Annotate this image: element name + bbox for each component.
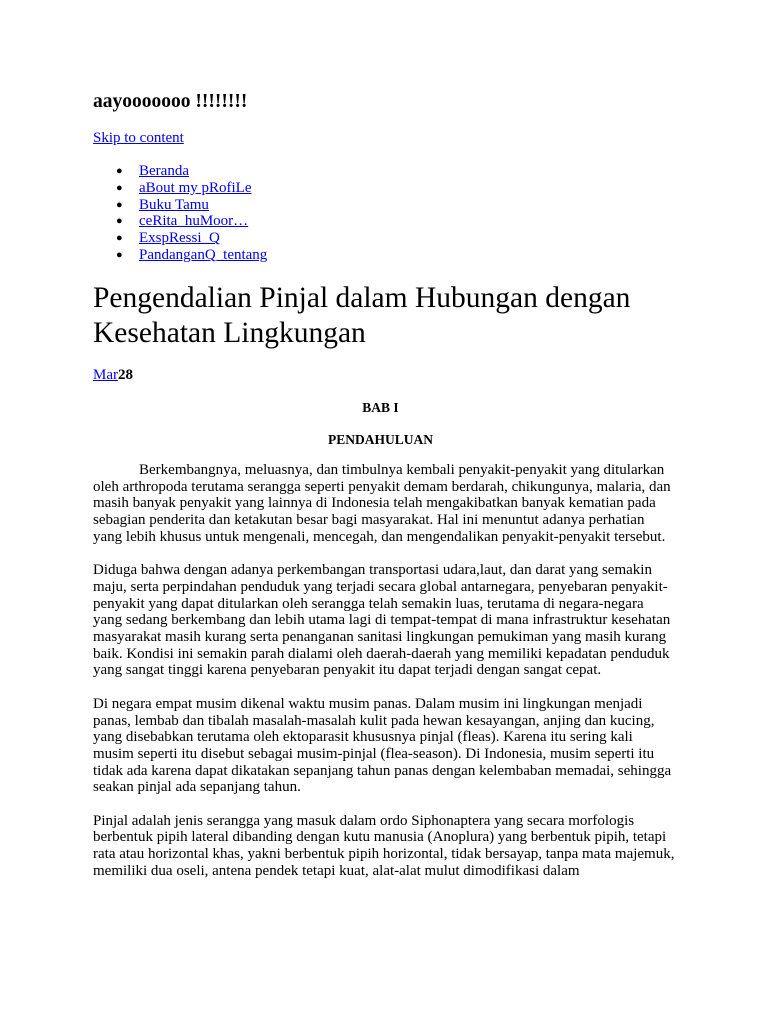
nav-link-exspressi[interactable]: ExspRessi_Q (139, 230, 220, 247)
main-nav (93, 163, 267, 264)
nav-link-pandangan[interactable]: PandanganQ_tentang (139, 246, 268, 263)
chapter-heading: PENDAHULUAN (327, 432, 433, 447)
nav-item-exspressi (93, 230, 267, 247)
nav-link-about[interactable]: aBout my pRofiLe (139, 179, 252, 196)
chapter-number: BAB I (362, 400, 399, 415)
post-date-day: 28 (118, 367, 133, 383)
bullet-icon: ● (116, 215, 123, 228)
nav-link-cerita-humoor[interactable]: ceRita_huMoor… (139, 213, 249, 230)
skip-to-content-link[interactable]: Skip to content (93, 130, 184, 146)
nav-item-beranda (93, 163, 267, 180)
body-paragraph: Pinjal adalah jenis serangga yang masuk dalam ordo Siphonaptera yang secara morfologis berbentuk pipih lateral dibanding dengan kutu manusia (Anoplura) yang berbentuk pipih, tetapi rata atau horizontal khas, yakni berbentuk pipih horizontal, tidak bersayap, tanpa mata majemuk, memiliki dua oseli, antena pendek tetapi kuat, alat-alat mulut dimodifikasi dalam (93, 812, 675, 879)
nav-item-about (93, 180, 267, 197)
post-body (93, 462, 676, 896)
nav-item-pandangan (93, 247, 267, 264)
bullet-icon: ● (116, 198, 123, 211)
bullet-icon: ● (116, 165, 123, 177)
site-title: aayooooooo !!!!!!!! (93, 91, 248, 112)
bullet-icon: ● (116, 232, 123, 245)
body-paragraph: Berkembangnya, meluasnya, dan timbulnya kembali penyakit-penyakit yang ditularkan oleh arthropoda terutama serangga seperti penyakit demam berdarah, chikungunya, malaria, dan masih banyak penyakit yang lainnya di Indonesia telah mengakibatkan banyak kematian pada sebagian penderita dan ketakutan besar bagi masyarakat. Hal ini menuntut adanya perhatian yang lebih khusus untuk mengenali, mencegah, dan mengendalikan penyakit-penyakit tersebut. (93, 462, 671, 545)
body-paragraph: Diduga bahwa dengan adanya perkembangan transportasi udara,laut, dan darat yang semakin maju, serta perpindahan penduduk yang terjadi secara global antarnegara, penyebaran penyakit-penyakit yang dapat ditularkan oleh serangga telah semakin luas, terutama di negara-negara yang sedang berkembang dan lebih utama lagi di tempat-tempat di mana infrastruktur kesehatan masyarakat masih kurang serta penanganan sanitasi lingkungan pemukiman yang masih kurang baik. Kondisi ini semakin parah dialami oleh daerah-daerah yang memiliki kepadatan penduduk yang sangat tinggi karena penyebaran penyakit itu dapat terjadi dengan sangat cepat. (93, 562, 671, 679)
nav-item-buku-tamu (93, 197, 267, 214)
nav-link-beranda[interactable]: Beranda (139, 163, 189, 179)
nav-link-buku-tamu[interactable]: Buku Tamu (139, 196, 209, 213)
post-date (93, 366, 133, 384)
bullet-icon: ● (116, 248, 123, 261)
nav-item-cerita-humoor (93, 213, 267, 230)
bullet-icon: ● (116, 181, 123, 194)
body-paragraph: Di negara empat musim dikenal waktu musim panas. Dalam musim ini lingkungan menjadi panas, lembab dan tibalah masalah-masalah kulit pada hewan kesayangan, anjing dan kucing, yang disebabkan terutama oleh ektoparasit khususnya pinjal (fleas). Karena itu sering kali musim seperti itu disebut sebagai musim-pinjal (flea-season). Di Indonesia, musim seperti itu tidak ada karena dapat dikatakan sepanjang tahun panas dengan kelembaban memadai, sehingga seakan pinjal ada sepanjang tahun. (93, 695, 672, 796)
post-date-month-link[interactable]: Mar (93, 367, 118, 383)
post-title: Pengendalian Pinjal dalam Hubungan dengan Kesehatan Lingkungan (93, 282, 631, 349)
